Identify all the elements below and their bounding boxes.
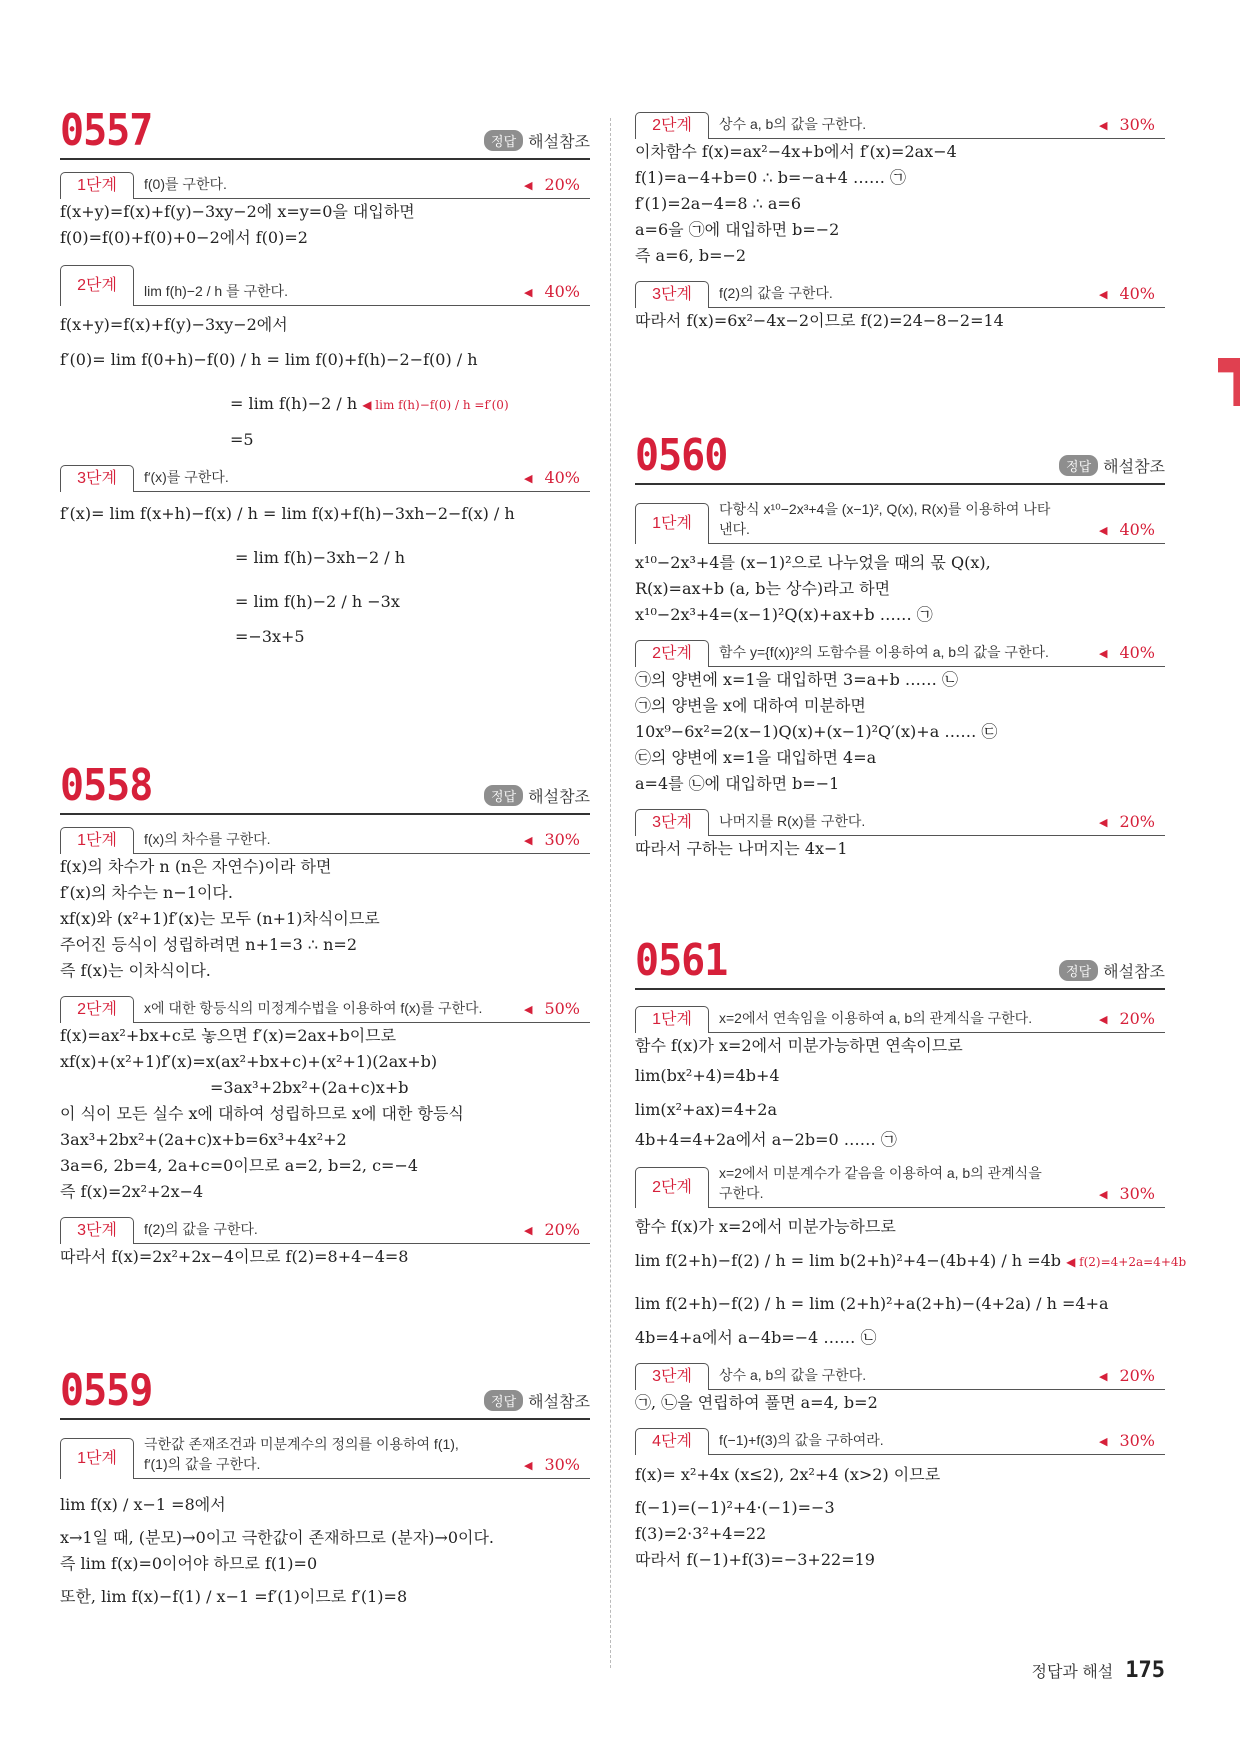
step-tag: 2단계	[635, 640, 709, 667]
solution-line: 또한, lim f(x)−f(1) / x−1 =f′(1)이므로 f′(1)=8	[60, 1587, 408, 1606]
step-title: lim f(h)−2 / h 를 구한다.	[144, 283, 288, 299]
step-tag: 1단계	[635, 1006, 709, 1033]
problem-header	[635, 425, 1165, 485]
answer-badge: 정답	[484, 130, 523, 151]
solution-line: 주어진 등식이 성립하려면 n+1=3 ∴ n=2	[60, 935, 357, 954]
answer-reference	[1059, 959, 1165, 982]
solution-expression: lim f(2+h)−f(2) / h = lim b(2+h)²+4−(4b+4) / h =4b	[635, 1251, 1062, 1270]
problem-header	[60, 755, 590, 815]
step-2	[60, 261, 590, 306]
step-tag: 3단계	[60, 1217, 134, 1244]
step-title: 나머지를 R(x)를 구한다.	[719, 813, 866, 829]
solution-line: f(x)의 차수가 n (n은 자연수)이라 하면	[60, 857, 332, 876]
step-tag: 2단계	[60, 996, 134, 1023]
problem-0557	[60, 100, 590, 650]
step-2	[60, 994, 590, 1023]
step-3	[635, 1361, 1165, 1390]
solution-line: 즉 f(x)는 이차식이다.	[60, 961, 211, 980]
page-number: 175	[1125, 1658, 1165, 1683]
solution-line: lim f(x) / x−1 =8에서	[60, 1495, 226, 1514]
solution-line: 10x⁹−6x²=2(x−1)Q(x)+(x−1)²Q′(x)+a …… ㉢	[635, 722, 998, 741]
step-tag: 4단계	[635, 1428, 709, 1455]
page-footer	[1032, 1658, 1165, 1683]
answer-reference	[484, 1389, 590, 1412]
step-3	[60, 463, 590, 492]
solution-line: 따라서 f(x)=2x²+2x−4이므로 f(2)=8+4−4=8	[60, 1247, 409, 1266]
answer-badge: 정답	[484, 1390, 523, 1411]
step-tag: 2단계	[635, 112, 709, 139]
problem-number: 0557	[60, 105, 153, 156]
step-title: x에 대한 항등식의 미정계수법을 이용하여 f(x)를 구한다.	[144, 1000, 483, 1016]
step-tag: 3단계	[635, 281, 709, 308]
problem-number: 0558	[60, 760, 153, 811]
solution-line: ㉠, ㉡을 연립하여 풀면 a=4, b=2	[635, 1393, 878, 1412]
step-tag: 3단계	[635, 1363, 709, 1390]
step-1	[60, 170, 590, 199]
step-percent: ◀ 30%	[1099, 1184, 1155, 1203]
answer-badge: 정답	[1059, 455, 1098, 476]
problem-0561	[635, 930, 1187, 1573]
step-title: 상수 a, b의 값을 구한다.	[719, 116, 867, 132]
solution-line: R(x)=ax+b (a, b는 상수)라고 하면	[635, 579, 891, 598]
problem-0558	[60, 755, 590, 1270]
solution-line: f(0)=f(0)+f(0)+0−2에서 f(0)=2	[60, 228, 308, 247]
step-percent: ◀ 30%	[1099, 1431, 1155, 1450]
step-percent: ◀ 30%	[524, 830, 580, 849]
solution-line: 함수 f(x)가 x=2에서 미분가능하면 연속이므로	[635, 1036, 963, 1055]
solution-line: f′(1)=2a−4=8 ∴ a=6	[635, 194, 801, 213]
solution-line: 즉 lim f(x)=0이어야 하므로 f(1)=0	[60, 1554, 318, 1573]
step-tag: 3단계	[60, 465, 134, 492]
step-title: f′(x)를 구한다.	[144, 469, 229, 485]
step-percent: ◀ 20%	[1099, 1009, 1155, 1028]
solution-line: f(3)=2·3²+4=22	[635, 1524, 767, 1543]
step-tag: 3단계	[635, 809, 709, 836]
solution-line: 4b=4+a에서 a−4b=−4 …… ㉡	[635, 1328, 877, 1347]
problem-0560	[635, 425, 1165, 862]
step-tag: 2단계	[60, 265, 134, 306]
solution-line: =3ax³+2bx²+(2a+c)x+b	[210, 1078, 409, 1097]
step-percent: ◀ 50%	[524, 999, 580, 1018]
answer-reference	[484, 129, 590, 152]
answer-reference	[484, 784, 590, 807]
solution-line: 이차함수 f(x)=ax²−4x+b에서 f′(x)=2ax−4	[635, 142, 957, 161]
solution-line: ㉠의 양변에 x=1을 대입하면 3=a+b …… ㉡	[635, 670, 959, 689]
solution-line: x→1일 때, (분모)→0이고 극한값이 존재하므로 (분자)→0이다.	[60, 1528, 495, 1547]
solution-line: ㉠의 양변을 x에 대하여 미분하면	[635, 696, 866, 715]
step-1	[60, 1434, 590, 1479]
step-percent: ◀ 40%	[524, 282, 580, 301]
solution-line: lim f(2+h)−f(2) / h = lim (2+h)²+a(2+h)−(4+2a) / h =4+a	[635, 1294, 1109, 1313]
solution-line: = lim f(h)−3xh−2 / h	[235, 548, 406, 567]
step-2	[635, 110, 1165, 139]
step-4	[635, 1426, 1165, 1455]
answer-text: 해설참조	[1103, 964, 1165, 981]
solution-line: a=6을 ㉠에 대입하면 b=−2	[635, 220, 840, 239]
solution-line	[635, 1240, 1187, 1283]
step-percent: ◀ 40%	[1099, 284, 1155, 303]
footer-label: 정답과 해설	[1031, 1664, 1114, 1681]
problem-0559-continued	[635, 110, 1165, 334]
solution-line: 이 식이 모든 실수 x에 대하여 성립하므로 x에 대한 항등식	[60, 1104, 464, 1123]
solution-line: ㉢의 양변에 x=1을 대입하면 4=a	[635, 748, 877, 767]
side-note: ◀ lim f(h)−f(0) / h =f′(0)	[362, 398, 509, 412]
step-title: 극한값 존재조건과 미분계수의 정의를 이용하여 f(1), f′(1)의 값을 구한다.	[144, 1436, 459, 1472]
solution-line: 즉 f(x)=2x²+2x−4	[60, 1182, 204, 1201]
step-title: 함수 y={f(x)}²의 도함수를 이용하여 a, b의 값을 구한다.	[719, 644, 1049, 660]
solution-line: f(x+y)=f(x)+f(y)−3xy−2에 x=y=0을 대입하면	[60, 202, 415, 221]
step-1	[60, 825, 590, 854]
solution-line: a=4를 ㉡에 대입하면 b=−1	[635, 774, 840, 793]
step-title: 상수 a, b의 값을 구한다.	[719, 1367, 867, 1383]
answer-text: 해설참조	[1103, 459, 1165, 476]
problem-number: 0560	[635, 430, 728, 481]
step-tag: 2단계	[635, 1167, 709, 1208]
step-1	[635, 1004, 1165, 1033]
solution-line: x¹⁰−2x³+4를 (x−1)²으로 나누었을 때의 몫 Q(x),	[635, 553, 991, 572]
solution-line	[60, 382, 590, 427]
step-percent: ◀ 30%	[1099, 115, 1155, 134]
step-2	[635, 638, 1165, 667]
solution-line: f(−1)=(−1)²+4·(−1)=−3	[635, 1498, 835, 1517]
step-title: f(−1)+f(3)의 값을 구하여라.	[719, 1432, 884, 1448]
step-title: f(2)의 값을 구한다.	[144, 1221, 258, 1237]
answer-badge: 정답	[1059, 960, 1098, 981]
step-percent: ◀ 30%	[524, 1455, 580, 1474]
step-tag: 1단계	[60, 1438, 134, 1479]
step-title: f(2)의 값을 구한다.	[719, 285, 833, 301]
problem-number: 0559	[60, 1365, 153, 1416]
solution-line: x¹⁰−2x³+4=(x−1)²Q(x)+ax+b …… ㉠	[635, 605, 933, 624]
step-title: x=2에서 연속임을 이용하여 a, b의 관계식을 구한다.	[719, 1010, 1033, 1026]
solution-line: f′(x)의 차수는 n−1이다.	[60, 883, 233, 902]
step-tag: 1단계	[60, 827, 134, 854]
solution-line: f(x+y)=f(x)+f(y)−3xy−2에서	[60, 315, 288, 334]
step-percent: ◀ 20%	[524, 175, 580, 194]
solution-line: =−3x+5	[235, 627, 305, 646]
solution-line: lim(bx²+4)=4b+4	[635, 1066, 780, 1085]
step-title: 다항식 x¹⁰−2x³+4을 (x−1)², Q(x), R(x)를 이용하여 나타낸다.	[719, 501, 1051, 537]
solution-line: = lim f(h)−2 / h −3x	[235, 592, 400, 611]
problem-header	[60, 100, 590, 160]
chapter-tab	[1218, 358, 1240, 406]
step-3	[60, 1215, 590, 1244]
step-title: f(0)를 구한다.	[144, 176, 227, 192]
column-divider	[610, 118, 611, 1668]
solution-line: f(1)=a−4+b=0 ∴ b=−a+4 …… ㉠	[635, 168, 907, 187]
solution-line: 4b+4=4+2a에서 a−2b=0 …… ㉠	[635, 1130, 897, 1149]
step-percent: ◀ 40%	[1099, 643, 1155, 662]
step-tag: 1단계	[635, 503, 709, 544]
step-3	[635, 807, 1165, 836]
step-percent: ◀ 20%	[1099, 812, 1155, 831]
solution-line: f(x)=ax²+bx+c로 놓으면 f′(x)=2ax+b이므로	[60, 1026, 397, 1045]
answer-text: 해설참조	[528, 1394, 590, 1411]
solution-line: f′(x)= lim f(x+h)−f(x) / h = lim f(x)+f(h)−3xh−2−f(x) / h	[60, 504, 515, 523]
solution-line: 따라서 구하는 나머지는 4x−1	[635, 839, 848, 858]
step-title: x=2에서 미분계수가 같음을 이용하여 a, b의 관계식을 구한다.	[719, 1165, 1042, 1201]
solution-line: 3a=6, 2b=4, 2a+c=0이므로 a=2, b=2, c=−4	[60, 1156, 419, 1175]
solution-line: 3ax³+2bx²+(2a+c)x+b=6x³+4x²+2	[60, 1130, 347, 1149]
step-percent: ◀ 40%	[1099, 520, 1155, 539]
solution-line: f(x)= x²+4x (x≤2), 2x²+4 (x>2) 이므로	[635, 1465, 941, 1484]
answer-text: 해설참조	[528, 134, 590, 151]
solution-line: 따라서 f(−1)+f(3)=−3+22=19	[635, 1550, 875, 1569]
side-note: ◀ f(2)=4+2a=4+4b	[1066, 1255, 1187, 1269]
solution-line: 즉 a=6, b=−2	[635, 246, 747, 265]
solution-line: f′(0)= lim f(0+h)−f(0) / h = lim f(0)+f(h)−2−f(0) / h	[60, 350, 478, 369]
solution-line: lim(x²+ax)=4+2a	[635, 1100, 778, 1119]
solution-line: xf(x)+(x²+1)f′(x)=x(ax²+bx+c)+(x²+1)(2ax+b)	[60, 1052, 438, 1071]
problem-header	[635, 930, 1165, 990]
step-percent: ◀ 20%	[1099, 1366, 1155, 1385]
step-1	[635, 499, 1165, 544]
step-3	[635, 279, 1165, 308]
solution-line: =5	[230, 430, 254, 449]
answer-reference	[1059, 454, 1165, 477]
step-2	[635, 1163, 1165, 1208]
step-title: f(x)의 차수를 구한다.	[144, 831, 271, 847]
problem-number: 0561	[635, 935, 728, 986]
step-tag: 1단계	[60, 172, 134, 199]
solution-expression: = lim f(h)−2 / h	[230, 394, 358, 413]
answer-text: 해설참조	[528, 789, 590, 806]
step-percent: ◀ 20%	[524, 1220, 580, 1239]
step-percent: ◀ 40%	[524, 468, 580, 487]
solution-line: xf(x)와 (x²+1)f′(x)는 모두 (n+1)차식이므로	[60, 909, 380, 928]
solution-line: 함수 f(x)가 x=2에서 미분가능하므로	[635, 1217, 896, 1236]
problem-0559	[60, 1360, 590, 1617]
solution-line: 따라서 f(x)=6x²−4x−2이므로 f(2)=24−8−2=14	[635, 311, 1004, 330]
problem-header	[60, 1360, 590, 1420]
answer-badge: 정답	[484, 785, 523, 806]
